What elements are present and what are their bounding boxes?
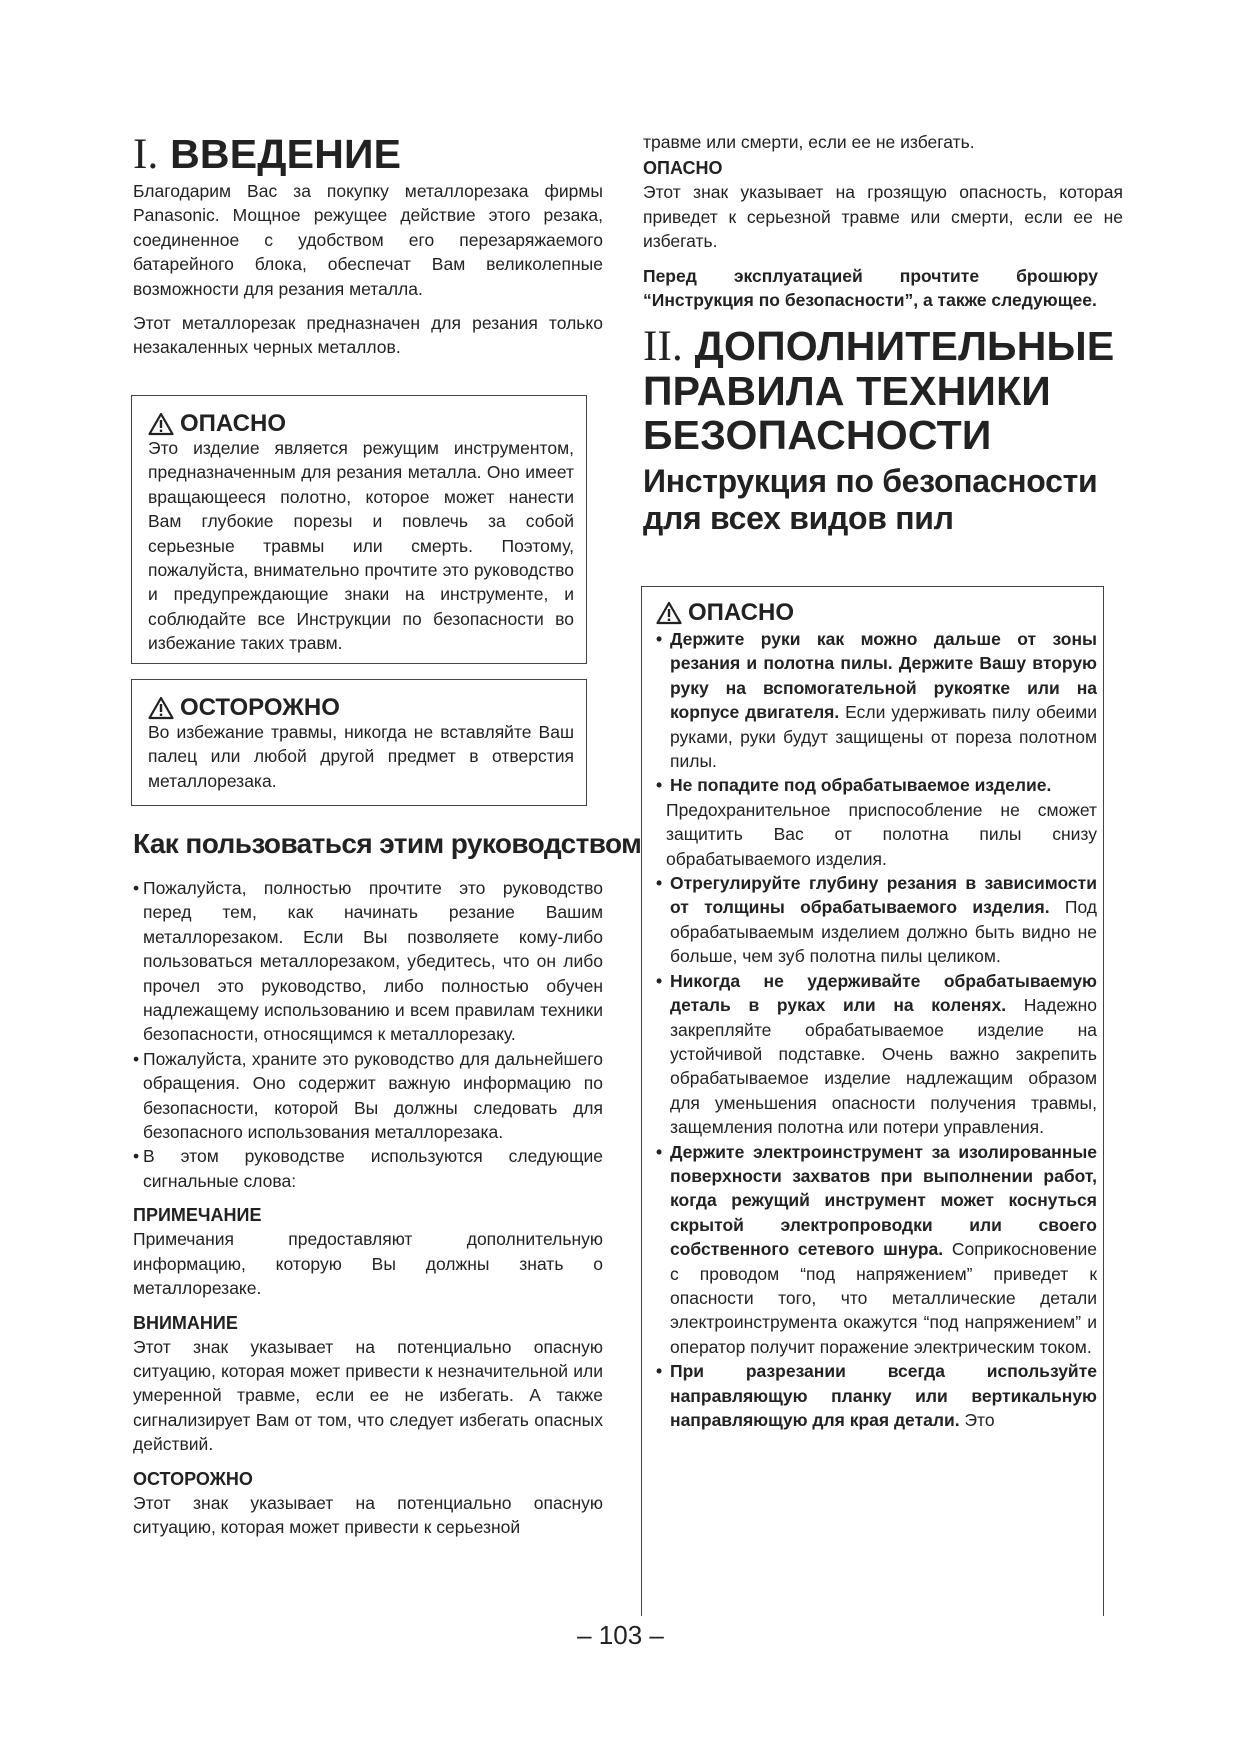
- saw-rules-list: [656, 627, 1097, 798]
- careful-text: Этот знак указывает на потенциально опасную ситуацию, которая может привести к серьезной: [133, 1492, 603, 1537]
- rules-title-line3: БЕЗОПАСНОСТИ: [643, 412, 992, 459]
- saw-danger-box: [641, 586, 1104, 1616]
- intro-paragraph-2: Этот металлорезак предназначен для резания только незакаленных черных металлов.: [133, 313, 603, 358]
- danger-box-text: Это изделие является режущим инструментом, предназначенным для резания металла. Оно имеет вращающееся полотно, которое может нанести Вам глубокие порезы и повлечь за собой серьезные травмы или смерть. Поэтому, пожалуйста, внимательно прочтите это руководство и предупреждающие знаки на инструменте, и соблюдайте все Инструкции по безопасности во избежание таких травм.: [148, 438, 574, 654]
- danger-title: ОПАСНО: [643, 158, 723, 179]
- attention-text: Этот знак указывает на потенциально опасную ситуацию, которая может привести к незначительной или умеренной травме, если ее не избегать. А также сигнализирует Вам от том, что следует избегать опасных действий.: [133, 1336, 603, 1455]
- list-item: • Отрегулируйте глубину резания в зависимости от толщины обрабатываемого изделия. Под обрабатываемым изделием должно быть видно не больше, чем зуб полотна пилы целиком.: [656, 871, 1097, 969]
- left-column: [133, 132, 603, 360]
- warning-triangle-icon: [656, 601, 682, 625]
- saws-title-line2: для всех видов пил: [643, 500, 954, 537]
- danger-box-title: ОПАСНО: [148, 410, 574, 438]
- saw-rules-list-2: [656, 871, 1097, 1432]
- page-number: – 103 –: [577, 1620, 664, 1650]
- danger-box: [131, 395, 587, 664]
- note-title: ПРИМЕЧАНИЕ: [133, 1205, 262, 1226]
- caution-box-title: ОСТОРОЖНО: [148, 694, 574, 722]
- intro-title: [133, 132, 603, 177]
- saws-title: [643, 463, 1123, 537]
- list-item: • Держите руки как можно дальше от зоны резания и полотна пилы. Держите Вашу вторую руку на вспомогательной рукоятке или на корпусе двигателя. Если удерживать пилу обеими руками, руки будут защищены от пореза полотном пилы.: [656, 627, 1097, 773]
- rules-title-numeral: II.: [643, 323, 683, 371]
- note-text: Примечания предоставляют дополнительную информацию, которую Вы должны знать о металлорезаке.: [133, 1229, 603, 1299]
- rules-title: [643, 324, 1123, 457]
- caution-box-text: Во избежание травмы, никогда не вставляйте Ваш палец или любой другой предмет в отверстия металлорезака.: [148, 722, 574, 791]
- guard-text: Предохранительное приспособление не сможет защитить Вас от полотна пилы снизу обрабатываемого изделия.: [666, 799, 1097, 869]
- intro-title-numeral: I.: [133, 131, 159, 178]
- intro-paragraph-1: Благодарим Вас за покупку металлорезака фирмы Panasonic. Мощное режущее действие этого резака, соединенное с удобством его перезаряжаемого батарейного блока, обеспечат Вам великолепные возможности для резания металла.: [133, 181, 603, 299]
- attention-title: ВНИМАНИЕ: [133, 1312, 238, 1333]
- list-item: • Пожалуйста, полностью прочтите это руководство перед тем, как начинать резание Вашим металлорезаком. Если Вы позволяете кому-либо пользоваться металлорезаком, убедитесь, что он либо прочел это руководство, либо полностью обучен надлежащему использованию и всем правилам техники безопасности, относящимся к металлорезаку.: [133, 876, 603, 1047]
- list-item: • Пожалуйста, храните это руководство для дальнейшего обращения. Оно содержит важную информацию по безопасности, которой Вы должны следовать для безопасного использования металлорезака.: [133, 1047, 603, 1145]
- howto-list: [133, 876, 603, 1193]
- read-brochure-notice: Перед эксплуатацией прочтите брошюру “Инструкция по безопасности”, а также следующее.: [643, 265, 1098, 311]
- right-column: [643, 132, 1123, 537]
- howto-section: [133, 825, 642, 1539]
- list-item: • Никогда не удерживайте обрабатываемую деталь в руках или на коленях. Надежно закрепляйте обрабатываемое изделие на устойчивой подставке. Очень важно закрепить обрабатываемое изделие надлежащим образом для уменьшения опасности получения травмы, защемления полотна или потери управления.: [656, 969, 1097, 1140]
- warning-triangle-icon: [148, 696, 174, 720]
- saw-danger-box-title: ОПАСНО: [656, 599, 1097, 627]
- rules-title-line2: ПРАВИЛА ТЕХНИКИ: [643, 368, 1051, 415]
- continued-text: травме или смерти, если ее не избегать.: [643, 132, 975, 152]
- caution-box: [131, 679, 587, 806]
- danger-text: Этот знак указывает на грозящую опасность, которая приведет к серьезной травме или смерти, если ее не избегать.: [643, 182, 1123, 252]
- saws-title-line1: Инструкция по безопасности: [643, 463, 1098, 500]
- intro-title-text: ВВЕДЕНИЕ: [170, 131, 402, 177]
- list-item: • В этом руководстве используются следующие сигнальные слова:: [133, 1144, 603, 1193]
- list-item: • При разрезании всегда используйте направляющую планку или вертикальную направляющую для края детали. Это: [656, 1359, 1097, 1432]
- list-item: • Держите электроинструмент за изолированные поверхности захватов при выполнении работ, когда режущий инструмент может коснуться скрытой электропроводки или своего собственного сетевого шнура. Соприкосновение с проводом “под напряжением” приведет к опасности того, что металлические детали электроинструмента окажутся “под напряжением” и оператор получит поражение электрическим током.: [656, 1140, 1097, 1360]
- list-item: • Не попадите под обрабатываемое изделие.: [656, 773, 1097, 797]
- careful-title: ОСТОРОЖНО: [133, 1468, 253, 1489]
- rules-title-line1: ДОПОЛНИТЕЛЬНЫЕ: [694, 323, 1115, 370]
- howto-title: Как пользоваться этим руководством: [133, 828, 642, 859]
- warning-triangle-icon: [148, 412, 174, 436]
